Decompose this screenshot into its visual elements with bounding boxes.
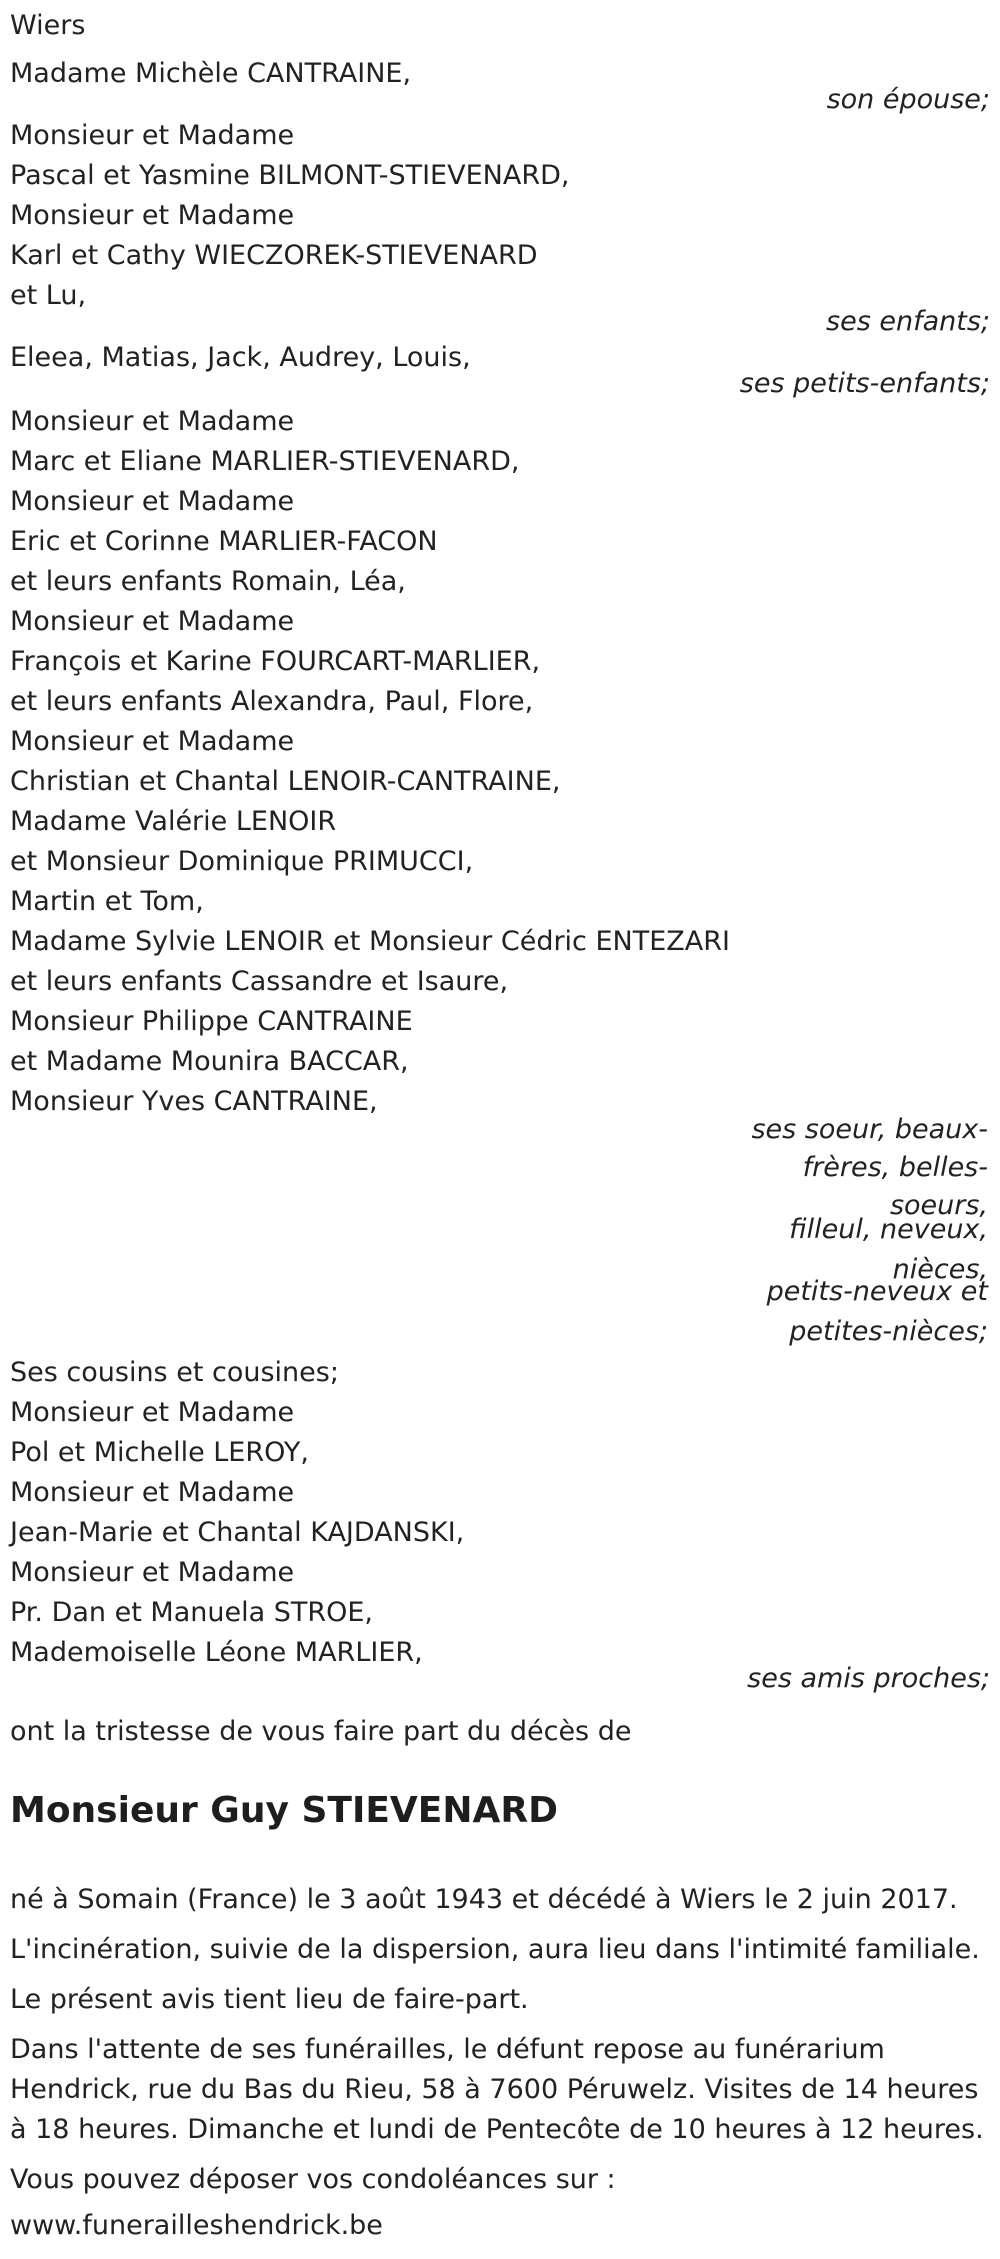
friends-line: Pr. Dan et Manuela STROE, [10, 1597, 373, 1628]
family-line: Madame Valérie LENOIR [10, 806, 337, 837]
friends-line: Monsieur et Madame [10, 1557, 295, 1588]
family-line: Monsieur Philippe CANTRAINE [10, 1006, 413, 1037]
locality: Wiers [10, 10, 86, 41]
family-line: Monsieur et Madame [10, 406, 295, 437]
role-grandchildren: ses petits-enfants; [739, 368, 990, 399]
family-line: Christian et Chantal LENOIR-CANTRAINE, [10, 766, 561, 797]
friends-line: Monsieur et Madame [10, 1477, 295, 1508]
deceased-name: Monsieur Guy STIEVENARD [10, 1790, 558, 1831]
friends-line: Pol et Michelle LEROY, [10, 1437, 309, 1468]
family-line: et Monsieur Dominique PRIMUCCI, [10, 846, 474, 877]
children-line: Pascal et Yasmine BILMONT-STIEVENARD, [10, 160, 570, 191]
condolences-text: Vous pouvez déposer vos condoléances sur : [10, 2164, 616, 2195]
role-friends: ses amis proches; [747, 1663, 990, 1694]
role-family: ses soeur, beaux- [751, 1114, 988, 1145]
birth-death-text: né à Somain (France) le 3 août 1943 et décédé à Wiers le 2 juin 2017. [10, 1884, 958, 1915]
condolences-website: www.funerailleshendrick.be [10, 2210, 383, 2241]
family-line: Eric et Corinne MARLIER-FACON [10, 526, 438, 557]
family-line: Madame Sylvie LENOIR et Monsieur Cédric ENTEZARI [10, 926, 730, 957]
family-line: et leurs enfants Alexandra, Paul, Flore, [10, 686, 534, 717]
family-line: et leurs enfants Romain, Léa, [10, 566, 406, 597]
role-family: frères, belles- [802, 1152, 988, 1183]
friends-line: Monsieur et Madame [10, 1397, 295, 1428]
family-line: Monsieur et Madame [10, 486, 295, 517]
children-line: Monsieur et Madame [10, 120, 295, 151]
family-line: Martin et Tom, [10, 886, 204, 917]
children-line: et Lu, [10, 280, 87, 311]
spouse-line: Madame Michèle CANTRAINE, [10, 58, 412, 89]
announcement: ont la tristesse de vous faire part du décès de [10, 1716, 632, 1747]
friends-line: Ses cousins et cousines; [10, 1357, 339, 1388]
funerarium-text: Dans l'attente de ses funérailles, le défunt repose au funérarium Hendrick, rue du Bas du Rieu, 58 à 7600 Péruwelz. Visites de 14 heures à 18 heures. Dimanche et lundi de Pentecôte de 10 heures à 12 heures. [10, 2034, 984, 2145]
family-line: et Madame Mounira BACCAR, [10, 1046, 409, 1077]
friends-line: Mademoiselle Léone MARLIER, [10, 1637, 423, 1668]
role-family: soeurs, [889, 1190, 988, 1221]
family-line: et leurs enfants Cassandre et Isaure, [10, 966, 509, 997]
friends-line: Jean-Marie et Chantal KAJDANSKI, [10, 1517, 465, 1548]
cremation-text: L'incinération, suivie de la dispersion, aura lieu dans l'intimité familiale. [10, 1934, 980, 1965]
role-family: filleul, neveux, [789, 1214, 988, 1245]
family-line: Marc et Eliane MARLIER-STIEVENARD, [10, 446, 520, 477]
role-family: nièces, [892, 1254, 988, 1285]
family-line: Monsieur et Madame [10, 726, 295, 757]
children-line: Karl et Cathy WIECZOREK-STIEVENARD [10, 240, 538, 271]
role-spouse: son épouse; [826, 84, 990, 115]
family-line: François et Karine FOURCART-MARLIER, [10, 646, 541, 677]
family-line: Monsieur et Madame [10, 606, 295, 637]
grandchildren-line: Eleea, Matias, Jack, Audrey, Louis, [10, 342, 471, 373]
role-children: ses enfants; [826, 306, 990, 337]
role-family: petits-neveux et [766, 1276, 988, 1307]
role-family: petites-nièces; [789, 1316, 988, 1347]
notice-text: Le présent avis tient lieu de faire-part. [10, 1984, 529, 2015]
children-line: Monsieur et Madame [10, 200, 295, 231]
family-line: Monsieur Yves CANTRAINE, [10, 1086, 378, 1117]
